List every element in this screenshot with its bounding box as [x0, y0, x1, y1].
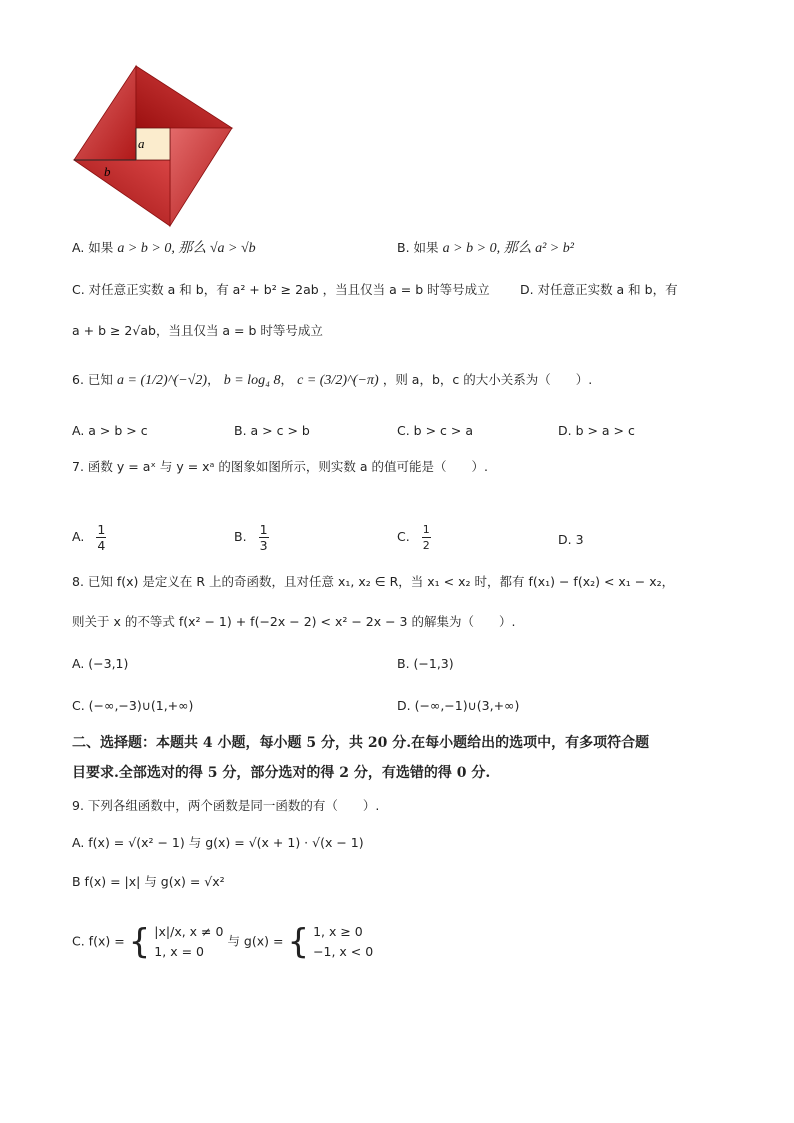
q6-option-b: B. a > c > b [234, 423, 310, 438]
label-a: a [138, 136, 145, 151]
q9-option-c: C. f(x) = { |x|/x, x ≠ 0 1, x = 0 与 g(x) = { 1, x ≥ 0 −1, x < 0 [72, 922, 374, 962]
triangle-top-right [136, 66, 232, 128]
q8-line2: 则关于 x 的不等式 f(x² − 1) + f(−2x − 2) < x² − 2x − 3 的解集为（ ）. [72, 614, 516, 629]
q6-stem: 6. 已知 a = (1/2)^(−√2)， b = log₄ 8， c = (3/2)^(−π) ，则 a，b，c 的大小关系为（ ）. [72, 372, 593, 388]
q8-line1: 8. 已知 f(x) 是定义在 R 上的奇函数，且对任意 x₁, x₂ ∈ R，当 x₁ < x₂ 时，都有 f(x₁) − f(x₂) < x₁ − x₂， [72, 574, 675, 589]
q9-option-b: B f(x) = |x| 与 g(x) = √x² [72, 874, 225, 889]
triangle-top-left [74, 66, 136, 160]
triangle-bottom-left [74, 160, 170, 226]
q5-option-b: B. 如果 a > b > 0, 那么 a² > b² [397, 240, 574, 256]
q5-option-a-math: a > b > 0, 那么 √a > √b [117, 241, 256, 256]
q7-option-d: D. 3 [558, 532, 584, 547]
q8-option-a: A. (−3,1) [72, 656, 129, 671]
q7-option-a: A. $\frac{1}{4}$ [72, 522, 106, 553]
q8-option-c: C. (−∞,−3)∪(1,+∞) [72, 698, 194, 713]
q5-option-c: C. 对任意正实数 a 和 b，有 a² + b² ≥ 2ab ，当且仅当 a = b 时等号成立 [72, 282, 490, 297]
q7-stem: 7. 函数 y = aˣ 与 y = xᵃ 的图象如图所示，则实数 a 的值可能是（ ）. [72, 459, 489, 474]
pythagorean-square-figure [70, 60, 240, 230]
q8-option-b: B. (−1,3) [397, 656, 454, 671]
label-b: b [104, 164, 111, 179]
q7-option-b: B. $\frac{1}{3}$ [234, 522, 268, 553]
section2-heading-line1: 二、选择题：本题共 4 小题，每小题 5 分，共 20 分.在每小题给出的选项中，有多项符合题 [72, 735, 650, 751]
q5-option-d-line1: D. 对任意正实数 a 和 b，有 [520, 282, 678, 297]
q6-option-a: A. a > b > c [72, 423, 148, 438]
section2-heading-line2: 目要求.全部选对的得 5 分，部分选对的得 2 分，有选错的得 0 分. [72, 765, 491, 781]
q5-option-b-math: a > b > 0, 那么 a² > b² [442, 241, 574, 256]
q7-option-c: C. $\frac{1}{2}$ [397, 523, 430, 552]
q6-option-c: C. b > c > a [397, 423, 473, 438]
q9-option-a: A. f(x) = √(x² − 1) 与 g(x) = √(x + 1) · √(x − 1) [72, 835, 364, 850]
q5-option-d-line2: a + b ≥ 2√ab，当且仅当 a = b 时等号成立 [72, 323, 323, 338]
q6-option-d: D. b > a > c [558, 423, 635, 438]
q8-option-d: D. (−∞,−1)∪(3,+∞) [397, 698, 520, 713]
triangle-bottom-right [170, 128, 232, 226]
q9-stem: 9. 下列各组函数中，两个函数是同一函数的有（ ）. [72, 798, 380, 813]
q5-option-a: A. 如果 a > b > 0, 那么 √a > √b [72, 240, 256, 256]
